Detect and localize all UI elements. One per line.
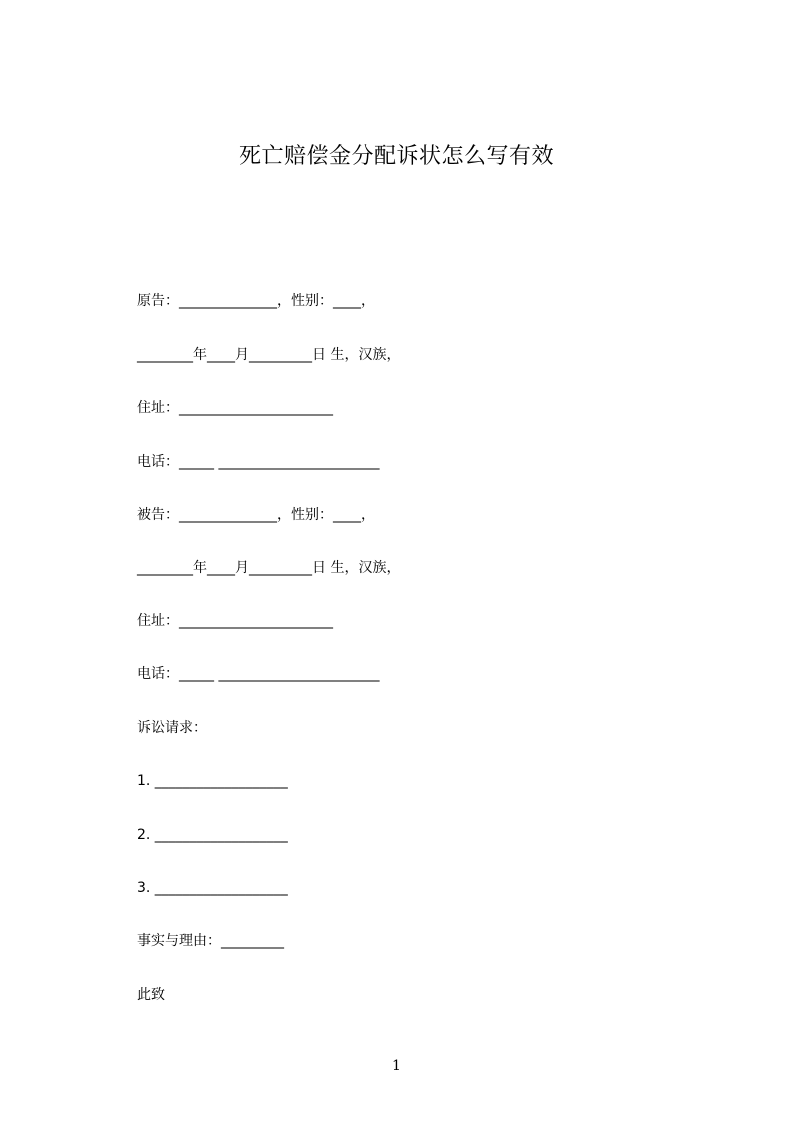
plaintiff-birth-line: ________年____月_________日 生，汉族， — [137, 347, 401, 363]
defendant-phone-line: 电话：_____ _______________________ — [137, 666, 380, 682]
defendant-birth-line: ________年____月_________日 生，汉族， — [137, 560, 401, 576]
page-title: 死亡赔偿金分配诉状怎么写有效 — [238, 144, 554, 169]
plaintiff-address-line: 住址：______________________ — [137, 400, 333, 416]
plaintiff-phone-line: 电话：_____ _______________________ — [137, 454, 380, 470]
page-number: 1 — [392, 1058, 401, 1074]
claim-item-3: 3. ___________________ — [137, 880, 288, 896]
claim-item-1: 1. ___________________ — [137, 773, 288, 789]
defendant-address-line: 住址：______________________ — [137, 613, 333, 629]
claim-item-2: 2. ___________________ — [137, 827, 288, 843]
plaintiff-name-line: 原告：______________，性别：____， — [137, 293, 375, 309]
facts-reasons-line: 事实与理由：_________ — [137, 933, 284, 949]
defendant-name-line: 被告：______________，性别：____， — [137, 507, 375, 523]
closing-line: 此致 — [137, 987, 165, 1003]
claims-heading: 诉讼请求： — [137, 720, 207, 736]
